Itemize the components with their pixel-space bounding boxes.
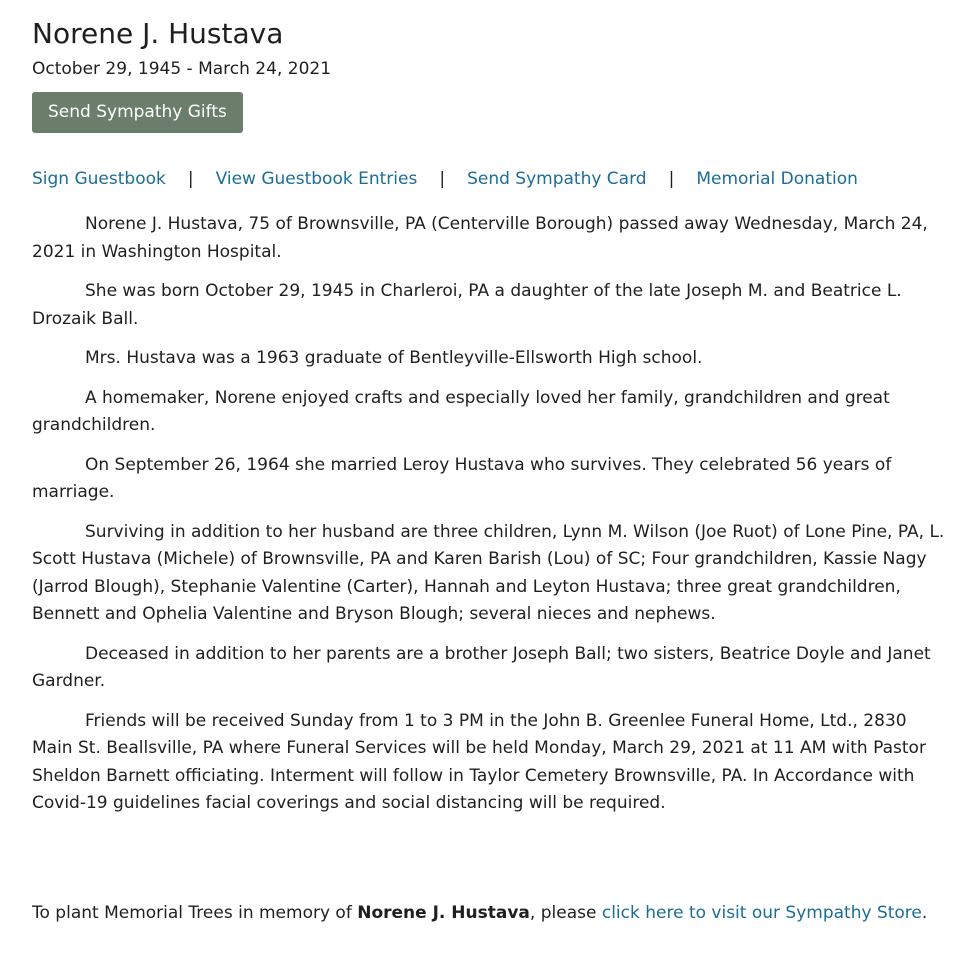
memorial-donation-link[interactable]: Memorial Donation — [696, 169, 858, 189]
obituary-paragraph: A homemaker, Norene enjoyed crafts and especially loved her family, grandchildren and great grandchildren. — [32, 387, 890, 435]
view-guestbook-entries-link[interactable]: View Guestbook Entries — [215, 169, 418, 189]
send-sympathy-card-link[interactable]: Send Sympathy Card — [467, 169, 647, 189]
obituary-paragraph: Norene J. Hustava, 75 of Brownsville, PA (Centerville Borough) passed away Wednesday, March 24, 2021 in Washington Hospital. — [32, 214, 928, 262]
life-dates: October 29, 1945 - March 24, 2021 — [32, 59, 332, 79]
sign-guestbook-link[interactable]: Sign Guestbook — [32, 169, 166, 189]
guestbook-links — [32, 167, 952, 191]
memorial-trees-prefix: To plant Memorial Trees in memory of — [32, 903, 358, 923]
memorial-trees-middle: , please — [529, 903, 602, 923]
memorial-trees-suffix: . — [921, 903, 928, 923]
obituary-paragraph: On September 26, 1964 she married Leroy Hustava who survives. They celebrated 56 years of marriage. — [32, 454, 892, 502]
memorial-trees-name: Norene J. Hustava — [357, 903, 530, 923]
obituary-text — [32, 211, 952, 818]
obituary-paragraph: Mrs. Hustava was a 1963 graduate of Bentleyville-Ellsworth High school. — [85, 348, 703, 368]
link-separator: | — [187, 169, 194, 189]
obituary-paragraph: She was born October 29, 1945 in Charleroi, PA a daughter of the late Joseph M. and Beatrice L. Drozaik Ball. — [32, 281, 902, 329]
deceased-name: Norene J. Hustava — [32, 17, 284, 50]
sympathy-store-link[interactable]: click here to visit our Sympathy Store — [601, 903, 922, 923]
obituary-paragraph: Surviving in addition to her husband are three children, Lynn M. Wilson (Joe Ruot) of Lone Pine, PA, L. Scott Hustava (Michele) of Brownsville, PA and Karen Barish (Lou) of SC; Four grandchildren, Kassie Nagy (Jarrod Blough), Stephanie Valentine (Carter), Hannah and Leyton Hustava; three great grandchildren, Bennett and Ophelia Valentine and Bryson Blough; several nieces and nephews. — [32, 521, 945, 624]
link-separator: | — [668, 169, 675, 189]
link-separator: | — [439, 169, 446, 189]
obituary-paragraph: Deceased in addition to her parents are a brother Joseph Ball; two sisters, Beatrice Doyle and Janet Gardner. — [32, 643, 931, 691]
obituary-paragraph: Friends will be received Sunday from 1 to 3 PM in the John B. Greenlee Funeral Home, Ltd., 2830 Main St. Beallsville, PA where Funeral Services will be held Monday, March 29, 2021 at 11 AM with Pastor Sheldon Barnett officiating. Interment will follow in Taylor Cemetery Brownsville, PA. In Accordance with Covid-19 guidelines facial coverings and social distancing will be required. — [32, 710, 926, 813]
send-sympathy-gifts-button[interactable]: Send Sympathy Gifts — [32, 92, 243, 133]
memorial-trees-line — [32, 897, 927, 929]
